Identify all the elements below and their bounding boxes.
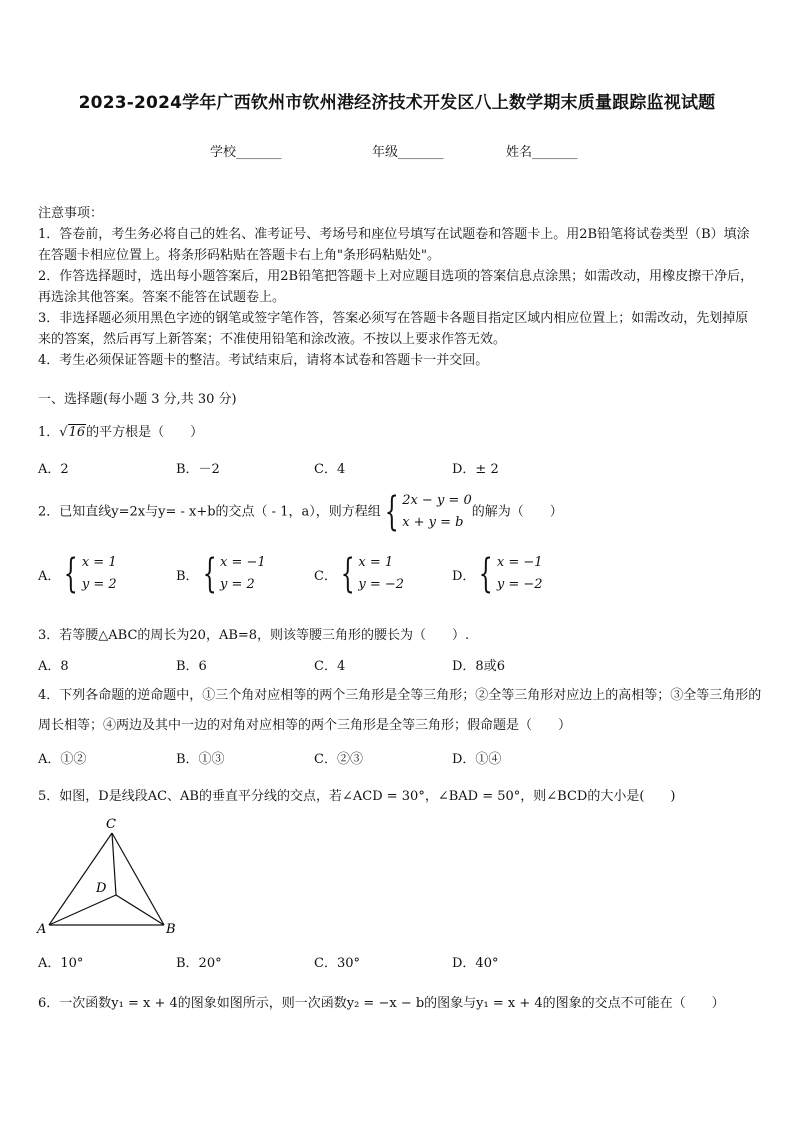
q2-equation-system: { 2x − y = 0 x + y = b <box>384 489 472 535</box>
q1-radicand: 16 <box>68 425 86 440</box>
option-row: y = −2 <box>496 577 543 592</box>
q5-option-a: A．10° <box>38 956 84 971</box>
question-1 <box>38 421 203 440</box>
q3-option-a: A．8 <box>38 659 69 674</box>
q2-equation-2: x + y = b <box>402 515 464 530</box>
segment-cb <box>112 833 164 925</box>
q3-option-b: B．6 <box>176 659 207 674</box>
option-row: x = 1 <box>358 555 394 570</box>
option-row: y = −2 <box>358 577 405 592</box>
q5-option-b: B．20° <box>176 956 222 971</box>
q4-option-c: C．②③ <box>314 752 363 767</box>
q1-option-d: D．± 2 <box>452 462 499 477</box>
q4-option-b: B．①③ <box>176 752 225 767</box>
q3-option-c: C．4 <box>314 659 346 674</box>
q2-equation-1: 2x − y = 0 <box>402 493 472 508</box>
option-row: y = 2 <box>220 577 255 592</box>
name-field: 姓名_______ <box>506 145 578 160</box>
q5-option-d: D．40° <box>452 956 499 971</box>
q1-number: 1． <box>38 425 60 440</box>
q2-option-c: C． { x = 1 y = −2 <box>314 551 405 597</box>
option-label: B． <box>176 568 199 584</box>
segment-cd <box>112 833 116 895</box>
q2-option-a: A． { x = 1 y = 2 <box>38 551 117 597</box>
question-3: 3．若等腰△ABC的周长为20，AB=8，则该等腰三角形的腰长为（ ）. <box>38 628 470 643</box>
triangle-figure <box>36 815 186 940</box>
label-a: A <box>37 922 47 937</box>
exam-title: 2023-2024学年广西钦州市钦州港经济技术开发区八上数学期末质量跟踪监视试题 <box>78 93 716 113</box>
option-row: x = −1 <box>220 555 266 570</box>
question-5: 5．如图，D是线段AC、AB的垂直平分线的交点，若∠ACD = 30°，∠BAD = 50°，则∠BCD的大小是( ) <box>38 789 676 804</box>
option-row: x = −1 <box>496 555 543 570</box>
q1-option-a: A．2 <box>38 462 69 477</box>
q1-option-b: B．－2 <box>176 462 220 477</box>
note-item: 3．非选择题必须用黑色字迹的钢笔或签字笔作答，答案必须写在答题卡各题目指定区域内相应位置上；如需改动，先划掉原来的答案，然后再写上新答案；不准使用铅笔和涂改液。不按以上要求作答无效。 <box>38 311 749 347</box>
q4-option-a: A．①② <box>38 752 87 767</box>
grade-field: 年级_______ <box>372 145 444 160</box>
section-heading: 一、选择题(每小题 3 分,共 30 分) <box>38 392 237 407</box>
segment-bd <box>116 895 164 925</box>
q2-post-text: 的解为（ ） <box>471 504 563 520</box>
label-b: B <box>166 922 176 937</box>
notes-section <box>38 203 760 371</box>
q3-option-d: D．8或6 <box>452 659 505 674</box>
label-c: C <box>106 817 116 832</box>
label-d: D <box>96 881 107 896</box>
q2-option-d: D． { x = −1 y = −2 <box>452 551 543 597</box>
option-label: D． <box>452 568 476 584</box>
option-label: A． <box>38 568 61 584</box>
note-item: 4．考生必须保证答题卡的整洁。考试结束后，请将本试卷和答题卡一并交回。 <box>38 353 489 368</box>
q4-option-d: D．①④ <box>452 752 502 767</box>
notes-heading: 注意事项： <box>38 206 104 221</box>
note-item: 1．答卷前，考生务必将自己的姓名、准考证号、考场号和座位号填写在试题卷和答题卡上。用2B铅笔将试卷类型（B）填涂在答题卡相应位置上。将条形码粘贴在答题卡右上角"条形码粘贴处"。 <box>38 227 750 263</box>
option-row: y = 2 <box>81 577 117 592</box>
q5-option-c: C．30° <box>314 956 360 971</box>
option-row: x = 1 <box>81 555 117 570</box>
option-label: C． <box>314 568 337 584</box>
question-6: 6．一次函数y₁ = x + 4的图象如图所示，则一次函数y₂ = −x − b的图象与y₁ = x + 4的图象的交点不可能在（ ） <box>38 996 725 1011</box>
q1-option-c: C．4 <box>314 462 346 477</box>
q2-pre-text: 2．已知直线y=2x与y= - x+b的交点（ - 1，a），则方程组 <box>38 504 381 520</box>
school-field: 学校_______ <box>210 145 282 160</box>
q2-option-b: B． { x = −1 y = 2 <box>176 551 266 597</box>
note-item: 2．作答选择题时，选出每小题答案后，用2B铅笔把答题卡上对应题目选项的答案信息点涂黑；如需改动，用橡皮擦干净后，再选涂其他答案。答案不能答在试题卷上。 <box>38 269 754 305</box>
question-4: 4．下列各命题的逆命题中，①三个角对应相等的两个三角形是全等三角形；②全等三角形对应边上的高相等；③全等三角形的周长相等；④两边及其中一边的对角对应相等的两个三角形是全等三角形；假命题是（ ） <box>38 688 762 733</box>
sqrt-expression: √16 <box>59 425 86 440</box>
q1-text: 的平方根是（ ） <box>86 425 204 440</box>
question-2 <box>38 490 563 534</box>
